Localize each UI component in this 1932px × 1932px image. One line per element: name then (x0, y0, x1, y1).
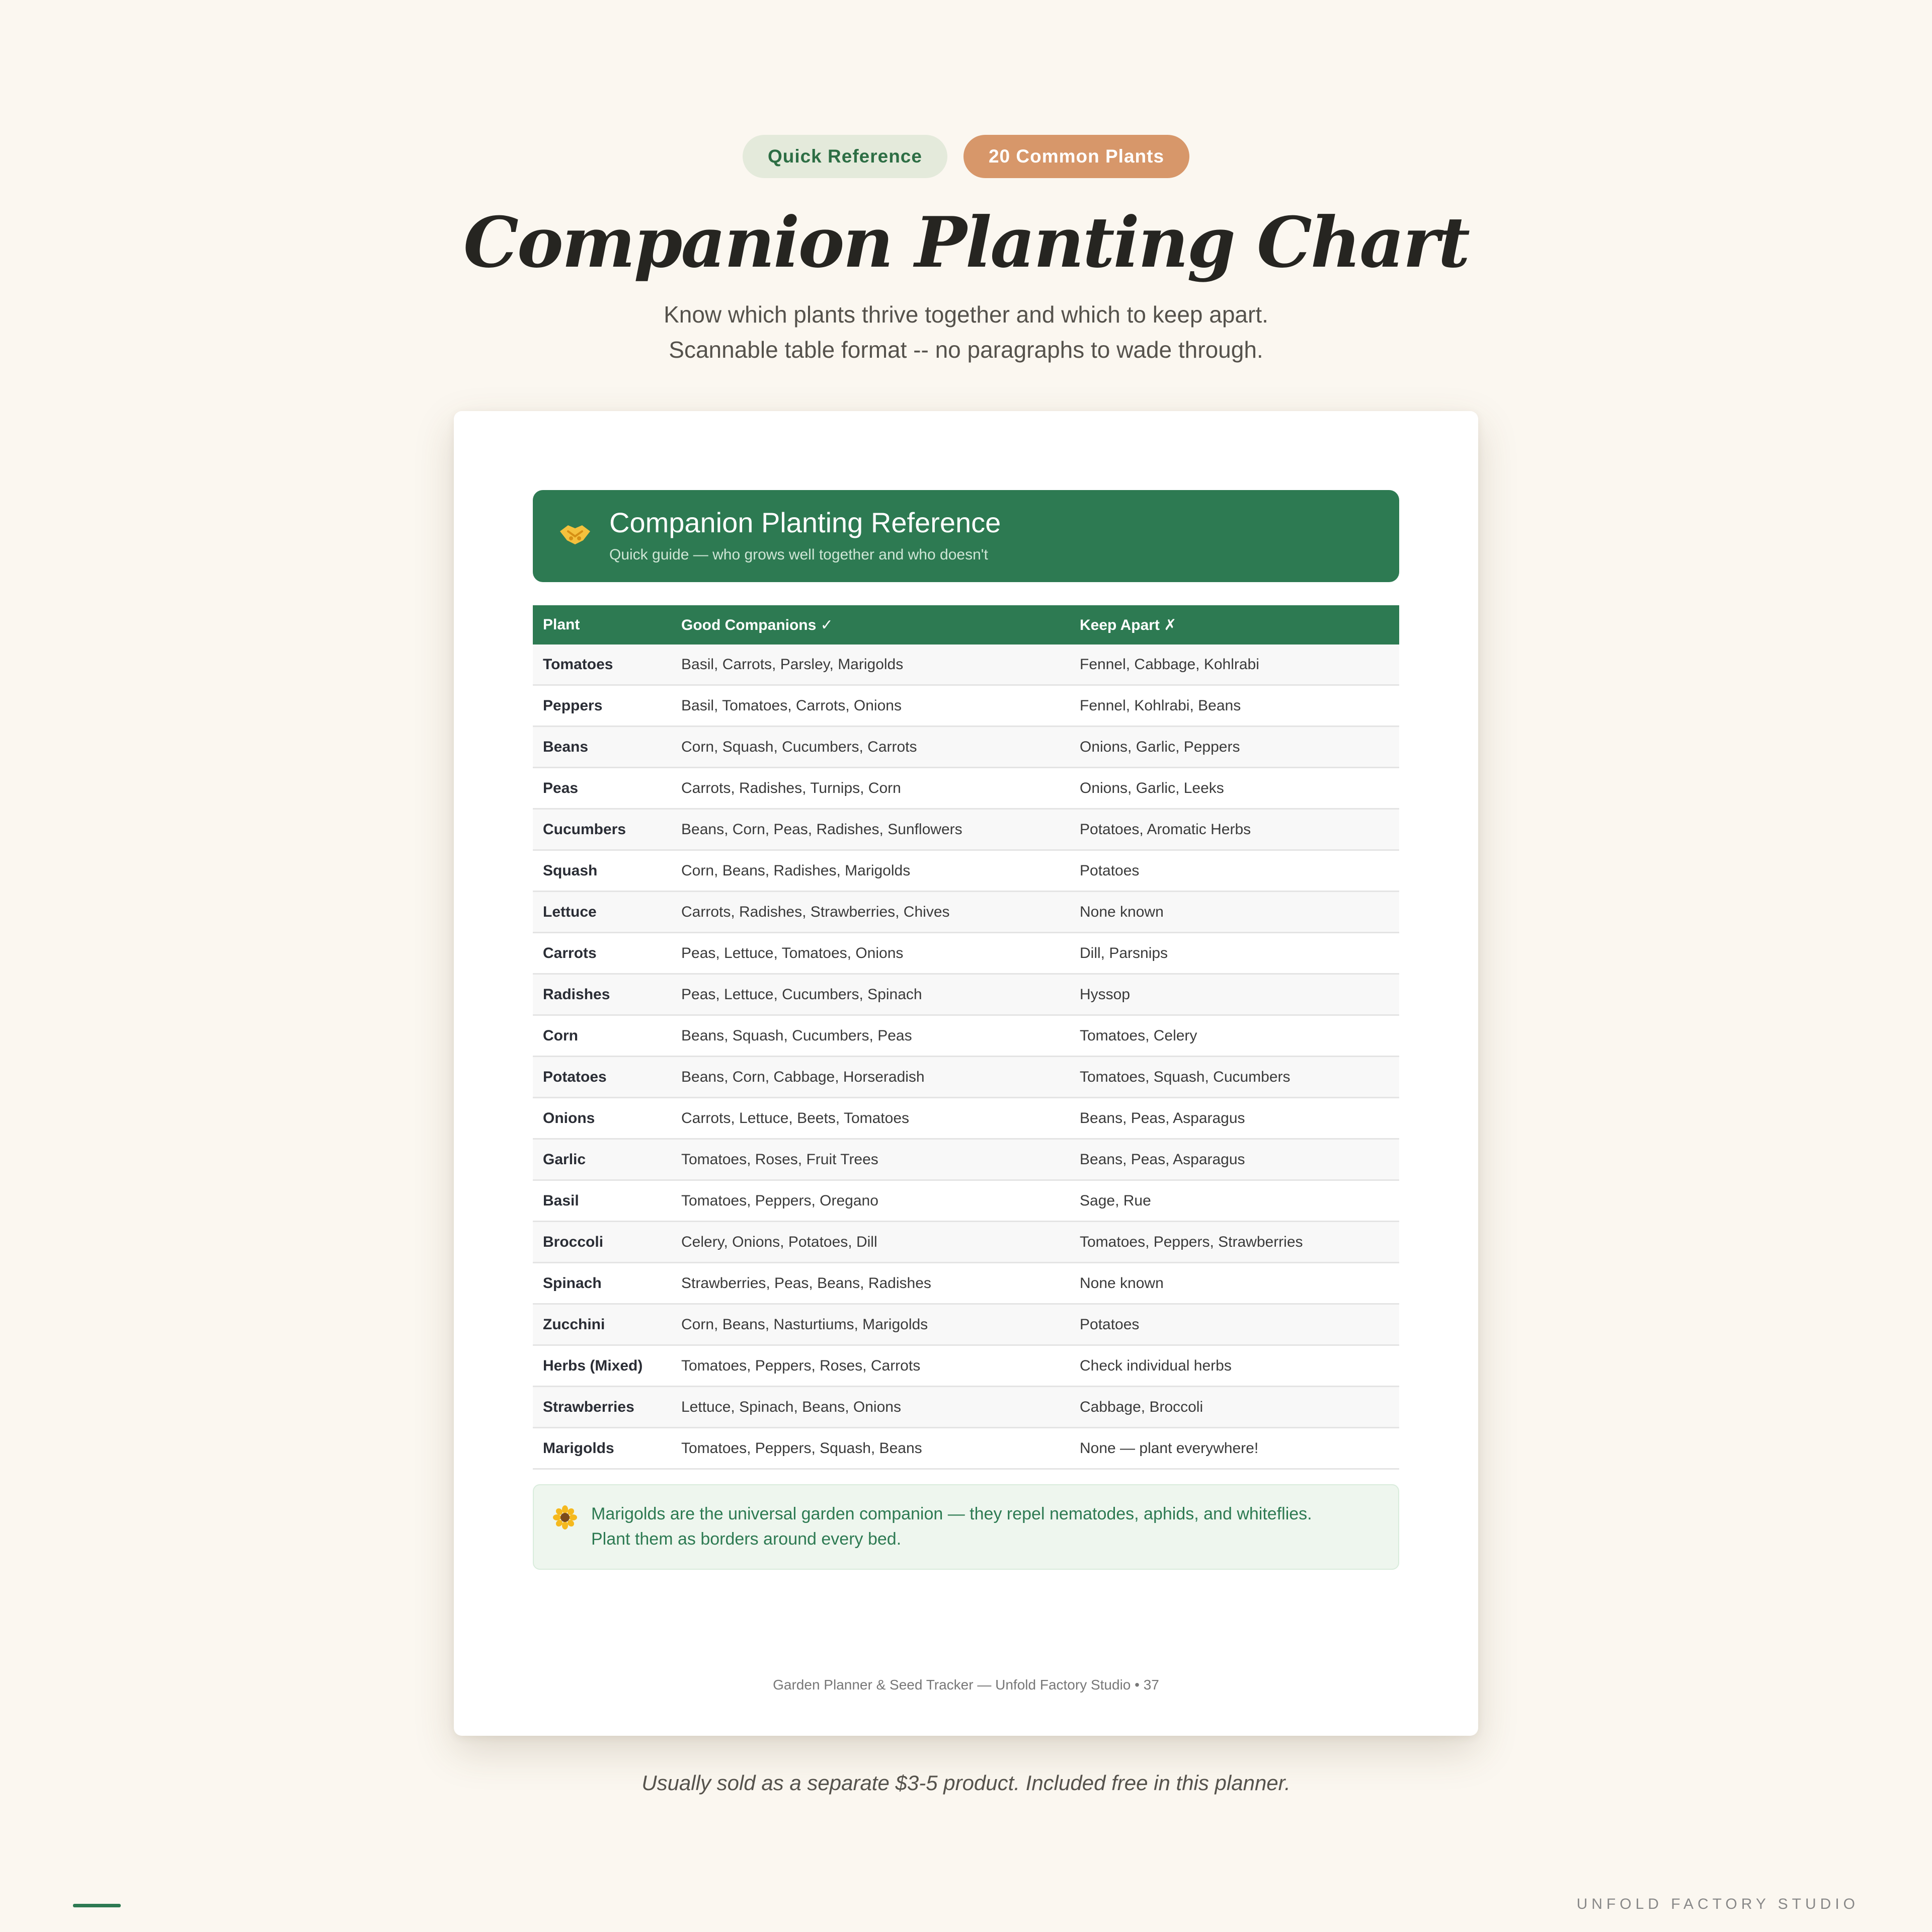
table-header-row (533, 605, 1399, 645)
cell-keep-apart: Onions, Garlic, Peppers (1070, 727, 1399, 768)
cell-good-companions: Peas, Lettuce, Tomatoes, Onions (671, 933, 1070, 974)
cell-good-companions: Corn, Squash, Cucumbers, Carrots (671, 727, 1070, 768)
table-row (533, 1139, 1399, 1180)
cell-good-companions: Tomatoes, Peppers, Squash, Beans (671, 1428, 1070, 1469)
table-row (533, 645, 1399, 685)
cell-plant: Cucumbers (533, 809, 671, 850)
plant-count-badge: 20 Common Plants (963, 135, 1189, 178)
cell-plant: Corn (533, 1015, 671, 1057)
cell-good-companions: Basil, Carrots, Parsley, Marigolds (671, 645, 1070, 685)
subtitle-line: Know which plants thrive together and which to keep apart. (664, 301, 1268, 328)
page-title: Companion Planting Chart (463, 201, 1469, 283)
table-row (533, 974, 1399, 1015)
header-keep-apart: Keep Apart ✗ (1070, 605, 1399, 645)
header-good-companions: Good Companions ✓ (671, 605, 1070, 645)
cell-keep-apart: Tomatoes, Peppers, Strawberries (1070, 1222, 1399, 1263)
cell-plant: Garlic (533, 1139, 671, 1180)
table-row (533, 1180, 1399, 1222)
cell-plant: Strawberries (533, 1387, 671, 1428)
planner-page-card (454, 411, 1478, 1736)
cell-plant: Tomatoes (533, 645, 671, 685)
cell-plant: Onions (533, 1098, 671, 1139)
badge-row (0, 135, 1932, 178)
header-plant: Plant (533, 605, 671, 645)
cell-keep-apart: Potatoes (1070, 1304, 1399, 1345)
cell-keep-apart: Sage, Rue (1070, 1180, 1399, 1222)
table-row (533, 768, 1399, 809)
brand-label: UNFOLD FACTORY STUDIO (1576, 1896, 1859, 1912)
cell-keep-apart: Potatoes, Aromatic Herbs (1070, 809, 1399, 850)
cell-good-companions: Beans, Corn, Cabbage, Horseradish (671, 1057, 1070, 1098)
accent-bar (73, 1904, 121, 1907)
cell-good-companions: Basil, Tomatoes, Carrots, Onions (671, 685, 1070, 727)
table-row (533, 1345, 1399, 1387)
table-row (533, 1057, 1399, 1098)
subtitle-line: Scannable table format -- no paragraphs to wade through. (669, 337, 1263, 363)
table-row (533, 1015, 1399, 1057)
cell-good-companions: Corn, Beans, Nasturtiums, Marigolds (671, 1304, 1070, 1345)
cell-keep-apart: Fennel, Cabbage, Kohlrabi (1070, 645, 1399, 685)
cell-good-companions: Strawberries, Peas, Beans, Radishes (671, 1263, 1070, 1304)
companion-table (533, 605, 1399, 1470)
cell-good-companions: Tomatoes, Roses, Fruit Trees (671, 1139, 1070, 1180)
cell-plant: Beans (533, 727, 671, 768)
cell-good-companions: Tomatoes, Peppers, Oregano (671, 1180, 1070, 1222)
cell-good-companions: Carrots, Lettuce, Beets, Tomatoes (671, 1098, 1070, 1139)
table-row (533, 1304, 1399, 1345)
cell-plant: Radishes (533, 974, 671, 1015)
banner-subtitle: Quick guide — who grows well together and who doesn't (609, 546, 988, 563)
cell-good-companions: Corn, Beans, Radishes, Marigolds (671, 850, 1070, 892)
cell-plant: Potatoes (533, 1057, 671, 1098)
cell-keep-apart: None — plant everywhere! (1070, 1428, 1399, 1469)
cell-plant: Squash (533, 850, 671, 892)
cell-plant: Zucchini (533, 1304, 671, 1345)
cell-good-companions: Peas, Lettuce, Cucumbers, Spinach (671, 974, 1070, 1015)
cell-keep-apart: Cabbage, Broccoli (1070, 1387, 1399, 1428)
bottom-note: Usually sold as a separate $3-5 product. Included free in this planner. (641, 1771, 1291, 1795)
page-footer: Garden Planner & Seed Tracker — Unfold Factory Studio • 37 (773, 1677, 1159, 1693)
cell-keep-apart: None known (1070, 1263, 1399, 1304)
table-body (533, 645, 1399, 1469)
cell-keep-apart: Dill, Parsnips (1070, 933, 1399, 974)
cell-keep-apart: Check individual herbs (1070, 1345, 1399, 1387)
table-row (533, 850, 1399, 892)
cell-keep-apart: Onions, Garlic, Leeks (1070, 768, 1399, 809)
marigold-tip-box (533, 1484, 1399, 1570)
cell-good-companions: Beans, Squash, Cucumbers, Peas (671, 1015, 1070, 1057)
table-row (533, 1428, 1399, 1469)
cell-keep-apart: Fennel, Kohlrabi, Beans (1070, 685, 1399, 727)
table-row (533, 809, 1399, 850)
cell-good-companions: Lettuce, Spinach, Beans, Onions (671, 1387, 1070, 1428)
cell-plant: Marigolds (533, 1428, 671, 1469)
tip-text (591, 1501, 1376, 1552)
cell-plant: Broccoli (533, 1222, 671, 1263)
reference-banner (533, 490, 1399, 582)
cell-keep-apart: Beans, Peas, Asparagus (1070, 1139, 1399, 1180)
tip-line: Plant them as borders around every bed. (591, 1530, 902, 1549)
table-row (533, 1098, 1399, 1139)
quick-reference-badge: Quick Reference (743, 135, 947, 178)
cell-plant: Lettuce (533, 892, 671, 933)
cell-plant: Basil (533, 1180, 671, 1222)
cell-keep-apart: Tomatoes, Squash, Cucumbers (1070, 1057, 1399, 1098)
cell-good-companions: Carrots, Radishes, Turnips, Corn (671, 768, 1070, 809)
table-row (533, 727, 1399, 768)
cell-keep-apart: None known (1070, 892, 1399, 933)
cell-good-companions: Carrots, Radishes, Strawberries, Chives (671, 892, 1070, 933)
table-row (533, 933, 1399, 974)
table-row (533, 892, 1399, 933)
sunflower-icon (553, 1505, 577, 1530)
table-row (533, 1387, 1399, 1428)
cell-keep-apart: Hyssop (1070, 974, 1399, 1015)
cell-plant: Spinach (533, 1263, 671, 1304)
cell-plant: Peas (533, 768, 671, 809)
cell-keep-apart: Tomatoes, Celery (1070, 1015, 1399, 1057)
cell-plant: Carrots (533, 933, 671, 974)
cell-good-companions: Celery, Onions, Potatoes, Dill (671, 1222, 1070, 1263)
table-row (533, 1222, 1399, 1263)
table-row (533, 1263, 1399, 1304)
table-row (533, 685, 1399, 727)
page-subtitle (0, 297, 1932, 367)
cell-good-companions: Tomatoes, Peppers, Roses, Carrots (671, 1345, 1070, 1387)
handshake-icon (558, 516, 592, 550)
tip-line: Marigolds are the universal garden companion — they repel nematodes, aphids, and whiteflies. (591, 1504, 1312, 1523)
cell-keep-apart: Potatoes (1070, 850, 1399, 892)
cell-plant: Peppers (533, 685, 671, 727)
cell-good-companions: Beans, Corn, Peas, Radishes, Sunflowers (671, 809, 1070, 850)
cell-plant: Herbs (Mixed) (533, 1345, 671, 1387)
banner-title: Companion Planting Reference (609, 507, 1001, 538)
cell-keep-apart: Beans, Peas, Asparagus (1070, 1098, 1399, 1139)
